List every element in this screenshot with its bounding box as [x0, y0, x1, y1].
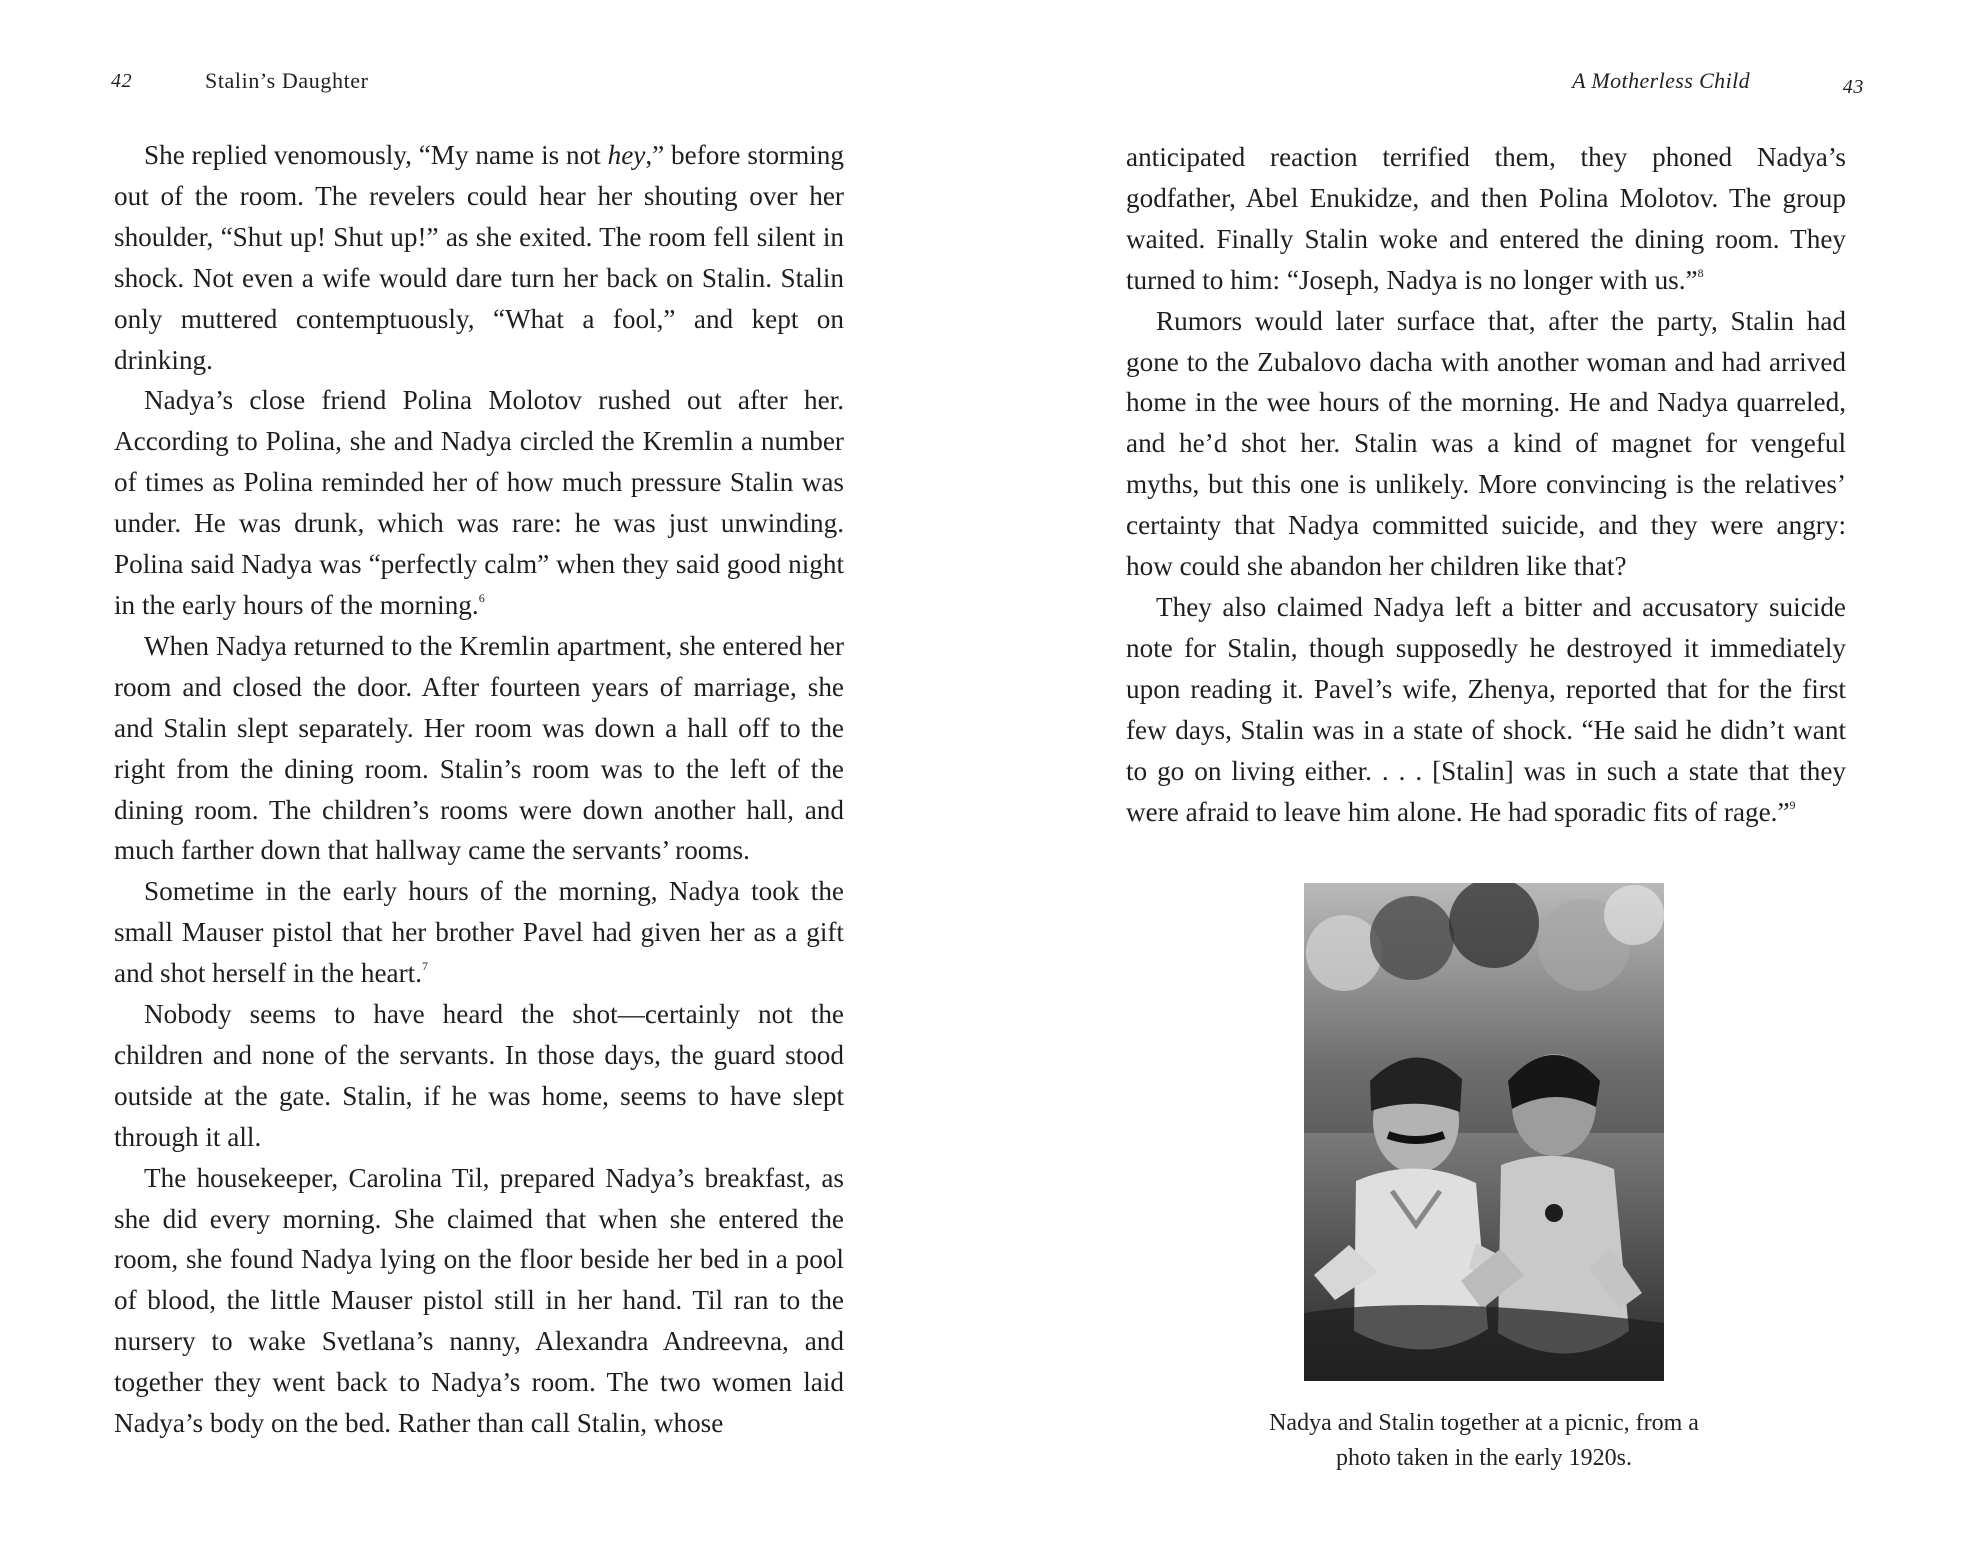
left-paragraph-3-text: When Nadya returned to the Kremlin apartment, she entered her room and closed the door. After fourteen years of marriage, she and Stalin slept separately. Her room was down a hall off to the right from the dining room. Stalin’s room was to the left of the dining room. The children’s rooms were down another hall, and much farther down that hallway came the servants’ rooms.: [114, 630, 844, 866]
left-paragraph-4-text: Sometime in the early hours of the morning, Nadya took the small Mauser pistol that her brother Pavel had given her as a gift and shot herself in the heart.: [114, 876, 844, 989]
left-paragraph-1: [114, 135, 844, 380]
right-paragraph-2-text: Rumors would later surface that, after the party, Stalin had gone to the Zubalovo dacha with another woman and had arrived home in the wee hours of the morning. He and Nadya quarreled, and he’d shot her. Stalin was a kind of magnet for vengeful myths, but this one is unlikely. More convincing is the relatives’ certainty that Nadya committed suicide, and they were angry: how could she abandon her children like that?: [1126, 305, 1846, 582]
right-paragraph-2: [1126, 301, 1846, 587]
right-running-title: A Motherless Child: [1572, 68, 1750, 93]
right-paragraph-1-text: anticipated reaction terrified them, they phoned Nadya’s godfather, Abel Enukidze, and then Polina Molotov. The group waited. Finally Stalin woke and entered the dining room. They turned to him: “Joseph, Nadya is no longer with us.”: [1126, 142, 1846, 295]
left-body-text: [114, 135, 844, 1444]
right-page: [984, 0, 1969, 1553]
footnote-marker-7: 7: [422, 959, 429, 974]
left-paragraph-1-after: ,” before storming out of the room. The revelers could hear her shouting over her shoulder, “Shut up! Shut up!” as she exited. The room fell silent in shock. Not even a wife would dare turn her back on Stalin. Stalin only muttered contemptuously, “What a fool,” and kept on drinking.: [114, 140, 844, 375]
left-paragraph-6: [114, 1158, 844, 1444]
left-paragraph-1-before: She replied venomously, “My name is not: [144, 140, 608, 170]
footnote-marker-6: 6: [478, 590, 485, 605]
footnote-marker-9: 9: [1789, 797, 1796, 812]
left-paragraph-5-text: Nobody seems to have heard the shot—certainly not the children and none of the servants. In those days, the guard stood outside at the gate. Stalin, if he was home, seems to have slept through it all.: [114, 999, 844, 1152]
left-paragraph-1-emphasis: hey: [607, 140, 646, 170]
left-page: [0, 0, 984, 1553]
footnote-marker-8: 8: [1697, 265, 1704, 280]
right-paragraph-3-text: They also claimed Nadya left a bitter and accusatory suicide note for Stalin, though supposedly he destroyed it immediately upon reading it. Pavel’s wife, Zhenya, reported that for the first few days, Stalin was in a state of shock. “He said he didn’t want to go on living either. . . . [Stalin] was in such a state that they were afraid to leave him alone. He had sporadic fits of rage.”: [1126, 591, 1846, 827]
left-paragraph-4: [114, 871, 844, 994]
historical-photo: [1304, 883, 1664, 1381]
left-running-title: Stalin’s Daughter: [205, 68, 369, 93]
photo-illustration: [1304, 883, 1664, 1381]
photo-caption: [1204, 1406, 1764, 1476]
photo-foliage-5: [1604, 885, 1664, 945]
left-paragraph-5: [114, 994, 844, 1158]
right-page-number: 43: [1842, 76, 1864, 98]
left-page-number: 42: [111, 70, 133, 92]
photo-foliage-1: [1306, 915, 1382, 991]
left-paragraph-3: [114, 626, 844, 871]
right-body-text: [1126, 137, 1846, 832]
photo-foliage-2: [1370, 896, 1454, 980]
left-paragraph-6-text: The housekeeper, Carolina Til, prepared Nadya’s breakfast, as she did every morning. She claimed that when she entered the room, she found Nadya lying on the floor beside her bed in a pool of blood, the little Mauser pistol still in her hand. Til ran to the nursery to wake Svetlana’s nanny, Alexandra Andreevna, and together they went back to Nadya’s room. The two women laid Nadya’s body on the bed. Rather than call Stalin, whose: [114, 1162, 844, 1439]
right-paragraph-1: [1126, 137, 1846, 301]
right-paragraph-3: [1126, 587, 1846, 832]
left-paragraph-2-text: Nadya’s close friend Polina Molotov rushed out after her. According to Polina, she and Nadya circled the Kremlin a number of times as Polina reminded her of how much pressure Stalin was under. He was drunk, which was rare: he was just unwinding. Polina said Nadya was “perfectly calm” when they said good night in the early hours of the morning.: [114, 385, 844, 620]
photo-caption-line-1: Nadya and Stalin together at a picnic, from a: [1269, 1410, 1699, 1436]
photo-caption-line-2: photo taken in the early 1920s.: [1336, 1445, 1632, 1471]
left-paragraph-2: [114, 380, 844, 625]
